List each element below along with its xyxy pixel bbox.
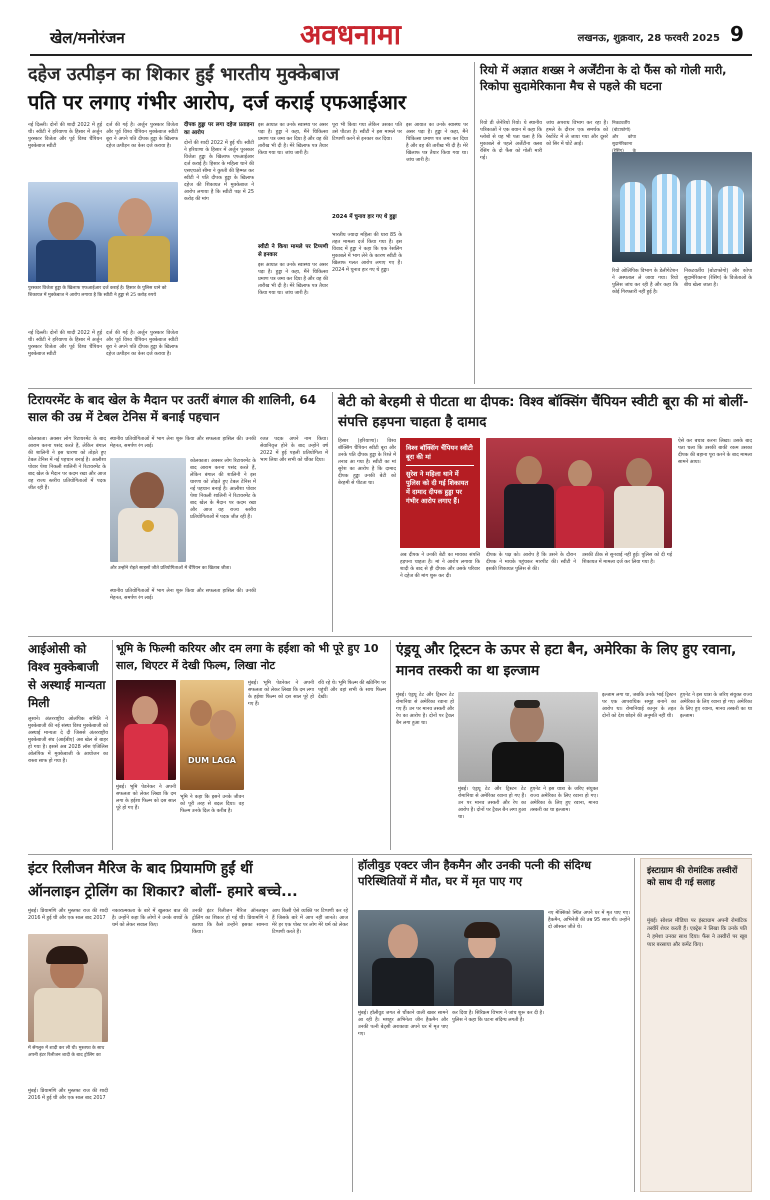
section-rule	[28, 854, 752, 855]
body-text: हुएनेट ने इस यात्रा के जरिए संयुक्त राज्य अमेरिका के लिए रवाना हो गए। अमेरिका के लिए हुए रवाना, मानव तस्करी का था इल्जाम।	[680, 692, 752, 719]
body-text: नई दिल्ली। दोनों की शादी 2022 में हुई थी। स्वीटी ने हरियाणा के हिसार में अर्जुन पुरस्कार विजेता और पूर्व विश्व चैंपियन मुक्केबाज स्वीटी	[28, 330, 102, 357]
poster-title: DUM LAGA	[188, 756, 236, 765]
subhead: दीपक हुड्डा पर लगा दहेज प्रताड़ना का आरोप	[184, 122, 254, 136]
pull-quote	[400, 438, 480, 548]
headline: इंटर रिलीजन मैरिज के बाद प्रियामणि हुईं थीं	[28, 861, 253, 877]
column-rule	[332, 392, 333, 632]
column-rule	[634, 858, 635, 1192]
body-text: निकटवर्तीय (बोटाफोगो) और कोपा सुदामेरिकाना	[612, 121, 636, 147]
body-text: कोलकाता। अक्सर लोग रिटायरमेंट के बाद आराम करना पसंद करते हैं, लेकिन बंगाल की शालिनी ने इस धारणा को तोड़ते हुए टेबल टेनिस में नई पहचान बनाई है। आलीशा पोवार पेशा निकली शालिनी ने रिटायरमेंट के बाद खेल के मैदान पर कदम रखा और आज वह राज्य स्तरीय प्रतियोगिताओं में पदक जीत रही हैं।	[190, 458, 256, 520]
dateline: लखनऊ, शुक्रवार, 28 फरवरी 2025	[577, 33, 720, 44]
body-text: रियो ओलिंपिक विभाग के डेलीगेटेशन ने अस्पताल ले जाया गया। रियो पुलिस जांच कर रही है और कहा कि कोई गिरफ्तारी नहीं हुई है।	[612, 268, 678, 295]
headline: रियो में अज्ञात शख्स ने अर्जेंटीना के दो फैंस को गोली मारी, रिकोपा सुदामेरिकाना मैच से पहले की घटना	[480, 63, 727, 93]
movie-poster	[180, 680, 244, 790]
body-text: इस आयात का उनके स्वास्थ्य पर असर पड़ा है। हुड्डा ने कहा, मैंने चिकित्सा प्रमाण पत्र जमा कर दिया है और वह की तारीख भी दी है। मेरे खिलाफ पत्र तैयार किया गया था। जांच जारी है।	[258, 262, 328, 296]
body-text: हिसार (हरियाणा)। विश्व बॉक्सिंग चैंपियन स्वीटी बूरा और उनके पति दीपक हुड्डा के रिश्ते में तनाव आ गया है। स्वीटी का मां सुरेश का आरोप है कि दामाद दीपक हुड्डा उनकी बेटी को बेरहमी से पीटता था।	[338, 438, 396, 486]
story-tate	[396, 640, 752, 850]
body-text: कोलकाता। अक्सर लोग रिटायरमेंट के बाद आराम करना पसंद करते हैं, लेकिन बंगाल की शालिनी ने इस धारणा को तोड़ते हुए टेबल टेनिस में नई पहचान बनाई है। आलीशा पोवार पेशा निकली शालिनी ने रिटायरमेंट के बाद खेल के मैदान पर कदम रखा और आज वह राज्य स्तरीय प्रतियोगिताओं में पदक जीत रही हैं।	[28, 436, 106, 491]
body-text: मुंबई। भूमि पेडनेकर ने अपनी सफलता को लेकर लिखा कि दम लगा के हईशा फिल्म को दस साल पूरे हो गए हैं।	[248, 680, 314, 707]
story-world-boxing	[28, 640, 108, 850]
body-text: इस आयात का उनके स्वास्थ्य पर असर पड़ा है। हुड्डा ने कहा, मैंने चिकित्सा प्रमाण पत्र जमा कर दिया है और वह की तारीख भी दी है। मेरे खिलाफ पत्र तैयार किया गया था। जांच जारी है।	[406, 122, 468, 163]
body-text: कर दिया है। सिरिफ्रम विभाग ने जांच शुरू कर दी है। पुलिस ने कहा कि घटना संदिग्ध लगती है।	[452, 1010, 544, 1023]
body-text: लुसाने। अंतरराष्ट्रीय ओलंपिक समिति ने मुक्केबाजी की नई संस्था विश्व मुक्केबाजी को अस्थाई मान्यता दे दी जिससे अंतरराष्ट्रीय मुक्केबाजी संघ (आईबीए) अब खेल से बाहर हो गया है। इससे अब 2028 लॉस एंजिलिस ओलंपिक में मुक्केबाजी के आयोजन का रास्ता साफ हो गया है।	[28, 716, 108, 764]
headline: दहेज उत्पीड़न का शिकार हुईं भारतीय मुक्केबाज	[28, 64, 340, 85]
body-text: भारतीय ज्यादा महिला की धारा 85 के तहत मामला दर्ज किया गया है। इस विवाद में हुड्डा ने कहा कि एक रेसलिंग मुकाबले में भाग लेने के कारण स्वीटी के खिलाफ गलत आरोप लगाए गए हैं। 2024 में चुनाव हार गए थे हुड्डा।	[332, 232, 402, 273]
player-photo	[110, 458, 186, 562]
body-text: दर्ज की गई है। अर्जुन पुरस्कार विजेता और पूर्व विश्व चैंपियन मुक्केबाज स्वीटी बूरा ने अपने पति दीपक हुड्डा के खिलाफ दहेज उत्पीड़न का केस दर्ज कराया है।	[106, 122, 178, 149]
boxer-photo	[28, 182, 178, 282]
body-text: पूरा भी किया गया लेकिन उसका पति उसे पीटता है। स्वीटी ने इस मामले पर टिप्पणी करने से इनकार कर दिया।	[332, 122, 402, 142]
column-rule	[352, 858, 353, 1192]
story-boxer	[28, 62, 468, 384]
quote-title: विश्व बॉक्सिंग चैंपियन स्वीटी बूरा की मां	[406, 444, 474, 466]
section-rule	[28, 636, 752, 637]
body-text: उसकी ठीक से सुनवाई नहीं हुई। पुलिस को दी गई शिकायत में मामला दर्ज कर लिया गया है।	[582, 552, 672, 565]
body-text: रजत पदक अपने नाम किया। सेवानिवृत्त होने के बाद उन्होंने वर्ष 2022 में हुई पहली प्रतियोगिता में भाग लिया और सभी को चौंका दिया।	[260, 436, 328, 463]
quote-text: सुरेश ने महिला थाने में पुलिस को दी गई शिकायत में दामाद दीपक हुड्डा पर गंभीर आरोप लगाए हैं।	[406, 470, 469, 505]
body-text: मुंबई। प्रियामणि और मुस्तफा राज की शादी 2016 में हुई थी और एक साल बाद 2017	[28, 908, 108, 921]
headline: बेटी को बेरहमी से पीटता था दीपक: विश्व बॉक्सिंग चैंपियन स्वीटी बूरा की मां बोलीं- संपत्ति हड़पना चाहता है दामाद	[338, 394, 749, 430]
subhead: 2024 में चुनाव हार गए थे हुड्डा	[332, 214, 397, 220]
story-sidebar	[640, 858, 752, 1192]
headline: टिरायरमेंट के बाद खेल के मैदान पर उतरीं बंगाल की शालिनी, 64 साल की उम्र में टेबल टेनिस में बनाई पहचान	[28, 393, 317, 424]
actress-photo	[28, 934, 108, 1042]
headline: आईओसी को विश्व मुक्केबाजी से अस्थाई मान्यता मिली	[28, 642, 106, 710]
body-text: दर्ज की गई है। अर्जुन पुरस्कार विजेता और पूर्व विश्व चैंपियन मुक्केबाज स्वीटी बूरा ने अपने पति दीपक हुड्डा के खिलाफ दहेज उत्पीड़न का केस दर्ज कराया है।	[106, 330, 178, 357]
body-text: निकटवर्तीय (बोटाफोगो) और कोपा सुदामेरिकाना (रेसिंग) के विजेताओं के बीच खेला जाता है।	[684, 268, 752, 288]
logo-text: अवधनामा	[300, 18, 401, 51]
headline: इंस्टाग्राम की रोमांटिक तस्वीरों को साथ दी गई सलाह	[647, 866, 738, 888]
headline: ऑनलाइन ट्रोलिंग का शिकार? बोलीं- हमारे बच्चे...	[28, 884, 298, 900]
section-title: खेल/मनोरंजन	[50, 29, 125, 47]
body-text: उनकी इंटर रिलीजन मैरिज ऑनलाइन ट्रोलिंग का शिकार हो गई थी। प्रियामणि ने बताया कि कैसे उन्होंने इसका सामना किया।	[192, 908, 268, 935]
body-text: दीपक के पक्ष को। आरोप है कि उसने के दौरान दीपक ने मायके पहुंचकर मारपीट की। स्वीटी ने इसकी शिकायत पुलिस से की।	[486, 552, 576, 572]
masthead-logo	[300, 18, 470, 54]
body-text: नकारात्मकता के बारे में खुलकर बात की है। उन्होंने कहा कि लोगों ने उनके बच्चों के धर्म को लेकर सवाल किए।	[112, 908, 188, 928]
football-photo	[612, 152, 752, 262]
body-text: मुंबई। प्रियामणि और मुस्तफा राज की शादी 2016 में हुई थी और एक साल बाद 2017	[28, 1088, 108, 1101]
body-text: भूमि ने कहा कि इसने उनके जीवन को पूरी तरह से बदल दिया। वह फिल्म उनके दिल के करीब है।	[180, 794, 244, 814]
couple-photo	[486, 438, 672, 548]
body-text: ऐसे कर बचाव करना लिखा। उसके बाद पता चला कि उसकी बाकी रकम उसका दीपक की बहाना पूरा करने के बाद मामला सामने आया।	[678, 438, 752, 465]
actress-photo	[116, 680, 176, 780]
story-deepak	[338, 392, 752, 632]
couple-photo	[358, 910, 544, 1006]
headline: हॉलीवुड एक्टर जीन हैकमैन और उनकी पत्नी की संदिग्ध परिस्थितियों में मौत, घर में मृत पाए गए	[358, 858, 592, 888]
masthead	[0, 0, 770, 58]
body-text: स्थानीय प्रतियोगिताओं में भाग लेना शुरू किया और सफलता हासिल की। उनकी मेहनत, समर्पण रंग लाई।	[110, 436, 256, 449]
story-priyamani	[28, 858, 348, 1192]
body-text: रियो डी जेनेरियो रियो। ये स्थानीय पत्रिकाओं ने एक बयान में कहा कि ग्लोबो से यह भी पता चला है कि मुकाबले से पहले अर्जेंटीना क्लब रेसिंग के दो फैंस को गोली मारी गई।	[480, 120, 542, 161]
body-text: स्थानीय प्रतियोगिताओं में भाग लेना शुरू किया और सफलता हासिल की। उनकी मेहनत, समर्पण रंग लाई।	[110, 588, 256, 601]
masthead-rule	[30, 54, 752, 56]
headline: पति पर लगाए गंभीर आरोप, दर्ज कराई एफआईआर	[28, 90, 407, 114]
body-text: अब दीपक ने उनकी बेटी का मायका संपत्ति हड़पना चाहता है। मां ने आरोप लगाया कि शादी के बाद से ही दीपक और उसके परिवार ने दहेज की मांग शुरू कर दी।	[400, 552, 480, 579]
body-text: मुंबई। भूमि पेडनेकर ने अपनी सफलता को लेकर लिखा कि दम लगा के हईशा फिल्म को दस साल पूरे हो गए हैं।	[116, 784, 176, 811]
body-text: मुंबई। एंड्रयू टेट और ट्रिस्टन टेट रोमानिया से अमेरिका रवाना हो गए हैं। उन पर मानव तस्करी और रेप का आरोप है। दोनों पर ट्रैवल बैन लगा हुआ था।	[458, 786, 526, 820]
body-text: नए मेक्सिको स्थित अपने घर में मृत पाए गए। हैकमैन, अभिनेत्री की उम्र 95 साल थी। उन्होंने दो ऑस्कर जीते थे।	[548, 910, 630, 930]
story-argentina	[480, 62, 752, 384]
body-text: मुंबई। हॉलीवुड जगत से चौंकाने वाली खबर सामने आ रही है। मशहूर अभिनेता जीन हैकमैन और उनकी पत्नी बेट्सी अराकावा अपने घर में मृत पाए गए।	[358, 1010, 448, 1037]
body-text: जांच अपराध विभाग कर रहा है। हमले के दौरान एक समर्थक को रेस्टोरेंट में ले जाया गया और दूसरे को सिर में चोटें आईं।	[546, 120, 608, 147]
column-rule	[112, 640, 113, 850]
body-text: आप किसी ऐसे व्यक्ति पर टिप्पणी कर रहे हैं जिसके बारे में आप नहीं जानते। आज मेरे हर एक पोस्ट पर लोग मेरे धर्म को लेकर टिप्पणी करते हैं।	[272, 908, 348, 935]
body-text: मुंबई। एंड्रयू टेट और ट्रिस्टन टेट रोमानिया से अमेरिका रवाना हो गए हैं। उन पर मानव तस्करी और रेप का आरोप है। दोनों पर ट्रैवल बैन लगा हुआ था।	[396, 692, 454, 726]
headline: एंड्रयू और ट्रिस्टन के ऊपर से हटा बैन, अमेरिका के लिए हुए रवाना, मानव तस्करी का था इल्जाम	[396, 642, 737, 679]
photo-caption: में सेंगलुरु में शादी कर ली थी। मुस्तफा के साथ अपनी इंटर रिलीजन शादी के बाद ट्रोलिंग का	[28, 1046, 105, 1058]
body-text: हुएनेट ने इस यात्रा के जरिए संयुक्त राज्य अमेरिका के लिए रवाना हो गए। अमेरिका के लिए हुए रवाना, मानव तस्करी का था इल्जाम।	[530, 786, 598, 813]
body-text: इस आयात का उनके स्वास्थ्य पर असर पड़ा है। हुड्डा ने कहा, मैंने चिकित्सा प्रमाण पत्र जमा कर दिया है और वह की तारीख भी दी है। मेरे खिलाफ पत्र तैयार किया गया था। जांच जारी है।	[258, 122, 328, 156]
section-rule	[28, 388, 752, 389]
body-text: नई दिल्ली। दोनों की शादी 2022 में हुई थी। स्वीटी ने हरियाणा के हिसार में अर्जुन पुरस्कार विजेता और पूर्व विश्व चैंपियन मुक्केबाज स्वीटी	[28, 122, 102, 149]
body-text: मुंबई। सोशल मीडिया पर इंस्टाग्राम अपनी रोमांटिक तस्वीरें शेयर करती हैं। एक्ट्रेस ने लिखा कि उनके पति ने हमेशा उनका साथ दिया। फैंस ने तस्वीरों पर खूब प्यार बरसाया और कमेंट किए।	[647, 918, 747, 948]
photo-caption: पुरस्कार विजेता हुड्डा के खिलाफ एफआईआर दर्ज कराई है। हिसार के पुलिस थाने को शिकायत में मुक्केबाज ने आरोप लगाया है कि स्वीटी ने हुड्डा से 25 करोड़ रुपये	[28, 286, 167, 298]
body-text: रवि रहे थे। भूमि फिल्म की स्क्रीनिंग पर पहुंचीं और वहां सभी के साथ फिल्म देखी।	[318, 680, 386, 700]
page-number: 9	[730, 22, 744, 46]
tate-photo	[458, 692, 598, 782]
story-bhumi	[116, 640, 386, 850]
column-rule	[474, 62, 475, 384]
subhead: स्वीटी ने किया मामले पर टिप्पणी से इनकार	[258, 244, 328, 258]
body-text: इल्जाम लगा था, जबकि उनके भाई ट्रिस्टन पर एक आपराधिक समूह बनाने का आरोप था। रोमानियाई कानून के तहत दोनों को देश छोड़ने की अनुमति नहीं थी।	[602, 692, 676, 719]
body-text: दोनों की शादी 2022 में हुई थी। स्वीटी ने हरियाणा के हिसार में अर्जुन पुरस्कार विजेता हुड्डा के खिलाफ एफआईआर दर्ज कराई है। हिसार के महिला थाने की एसएचओ सीमा ने कुश्ती की हिम्मत कर स्वीटी ने पति दीपक हुड्डा के खिलाफ दहेज की शिकायत में मुक्केबाज ने आरोप लगाया है कि स्वीटी पक्ष में 25 करोड़ की मांग	[184, 140, 254, 202]
story-hackman	[358, 858, 630, 1192]
headline: भूमि के फिल्मी करियर और दम लगा के हईशा को भी पूरे हुए 10 साल, थिएटर में देखी फिल्म, लिखा नोट	[116, 642, 379, 672]
column-rule	[390, 640, 391, 850]
photo-caption: और उन्होंने रोहते साहसों जीते प्रतियोगिताओं में चैंपियन का खिताब जीता।	[110, 566, 232, 571]
story-table-tennis	[28, 392, 328, 632]
